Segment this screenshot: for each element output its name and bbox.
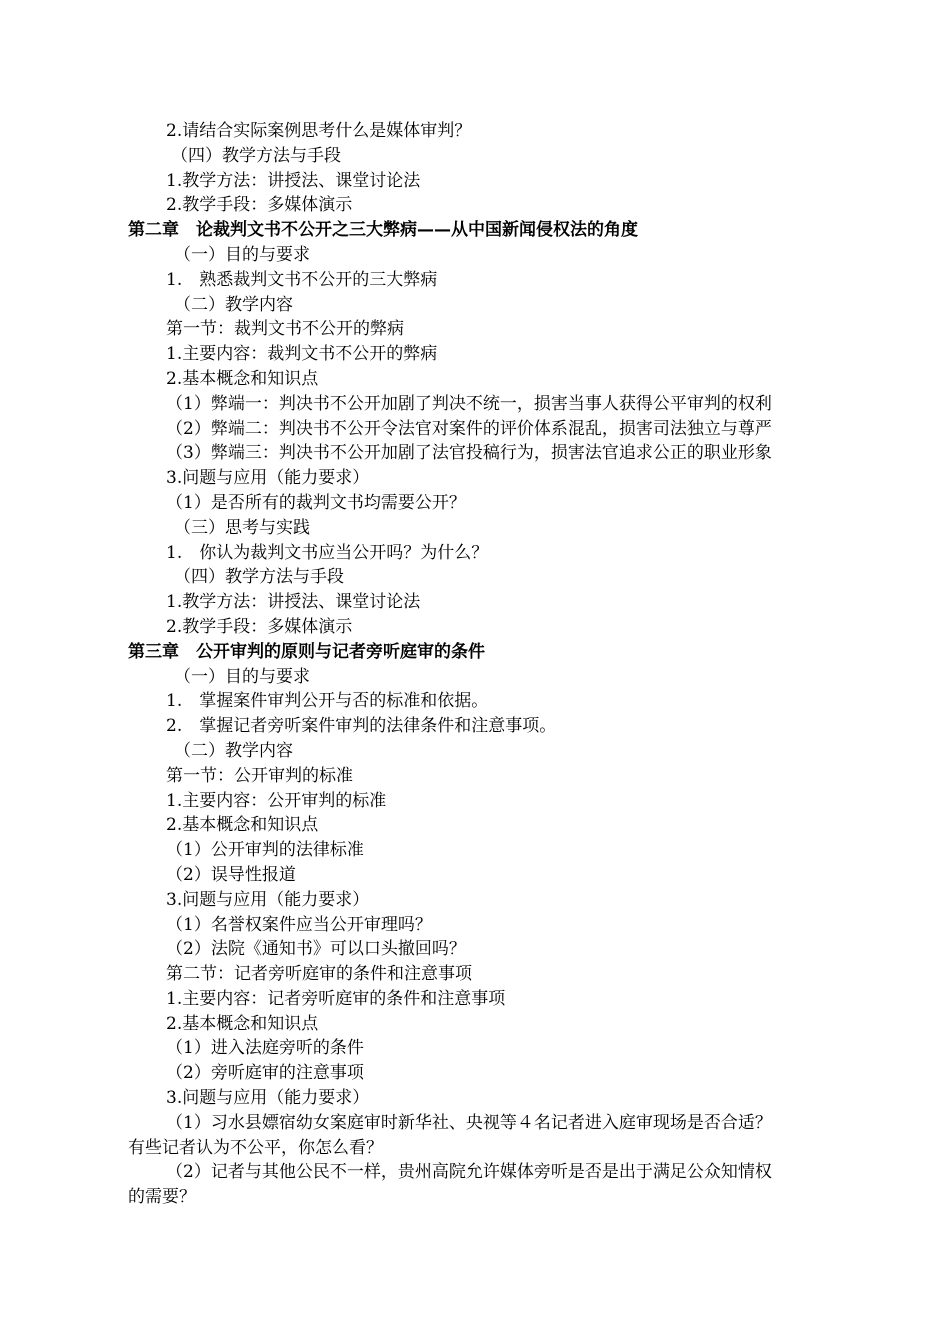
text-line: （1）是否所有的裁判文书均需要公开？: [166, 492, 466, 513]
text-line: 2.基本概念和知识点: [166, 368, 319, 389]
text-line: 的需要？: [128, 1187, 196, 1208]
text-line: 2.基本概念和知识点: [166, 1013, 319, 1034]
chapter-heading: 第二章 论裁判文书不公开之三大弊病——从中国新闻侵权法的角度: [128, 220, 638, 241]
text-line: （2）记者与其他公民不一样，贵州高院允许媒体旁听是否是出于满足公众知情权: [166, 1162, 772, 1183]
text-line: （三）思考与实践: [174, 517, 310, 538]
text-line: 第一节：裁判文书不公开的弊病: [166, 319, 404, 340]
text-line: 3.问题与应用（能力要求）: [166, 889, 370, 910]
text-line: （2）旁听庭审的注意事项: [166, 1063, 364, 1084]
text-line: 1. 熟悉裁判文书不公开的三大弊病: [166, 269, 438, 290]
text-line: （1）弊端一：判决书不公开加剧了判决不统一，损害当事人获得公平审判的权利: [166, 393, 772, 414]
text-line: 有些记者认为不公平，你怎么看？: [128, 1137, 383, 1158]
text-line: 第一节：公开审判的标准: [166, 765, 353, 786]
text-line: 1.教学方法：讲授法、课堂讨论法: [166, 592, 421, 613]
text-line: （1）进入法庭旁听的条件: [166, 1038, 364, 1059]
chapter-heading: 第三章 公开审判的原则与记者旁听庭审的条件: [128, 641, 485, 662]
text-line: （2）弊端二：判决书不公开令法官对案件的评价体系混乱，损害司法独立与尊严: [166, 418, 772, 439]
text-line: （四）教学方法与手段: [171, 145, 341, 166]
text-line: 1.主要内容：公开审判的标准: [166, 790, 387, 811]
text-line: （一）目的与要求: [174, 666, 310, 687]
text-line: 3.问题与应用（能力要求）: [166, 1088, 370, 1109]
text-line: 1.主要内容：裁判文书不公开的弊病: [166, 344, 438, 365]
text-line: （1）公开审判的法律标准: [166, 840, 364, 861]
document-page: [0, 119, 950, 1210]
text-line: （3）弊端三：判决书不公开加剧了法官投稿行为，损害法官追求公正的职业形象: [166, 443, 772, 464]
text-line: 3.问题与应用（能力要求）: [166, 468, 370, 489]
text-line: 1.教学方法：讲授法、课堂讨论法: [166, 170, 421, 191]
text-line: （四）教学方法与手段: [174, 567, 344, 588]
text-line: 1. 你认为裁判文书应当公开吗？为什么？: [166, 542, 489, 563]
text-line: 2.基本概念和知识点: [166, 815, 319, 836]
text-line: （1）习水县嫖宿幼女案庭审时新华社、央视等４名记者进入庭审现场是否合适？: [166, 1112, 772, 1133]
text-line: （二）教学内容: [174, 740, 293, 761]
text-line: 第二节：记者旁听庭审的条件和注意事项: [166, 964, 472, 985]
text-line: 1.主要内容：记者旁听庭审的条件和注意事项: [166, 988, 506, 1009]
text-line: 2.教学手段：多媒体演示: [166, 616, 353, 637]
text-line: （一）目的与要求: [174, 244, 310, 265]
text-line: （2）法院《通知书》可以口头撤回吗？: [166, 939, 466, 960]
text-line: 2.请结合实际案例思考什么是媒体审判？: [166, 121, 472, 141]
text-line: （1）名誉权案件应当公开审理吗？: [166, 914, 432, 935]
text-line: （2）误导性报道: [166, 864, 296, 885]
text-line: （二）教学内容: [174, 294, 293, 315]
text-line: 2. 掌握记者旁听案件审判的法律条件和注意事项。: [166, 716, 557, 737]
text-line: 1. 掌握案件审判公开与否的标准和依据。: [166, 691, 489, 712]
text-line: 2.教学手段：多媒体演示: [166, 195, 353, 216]
